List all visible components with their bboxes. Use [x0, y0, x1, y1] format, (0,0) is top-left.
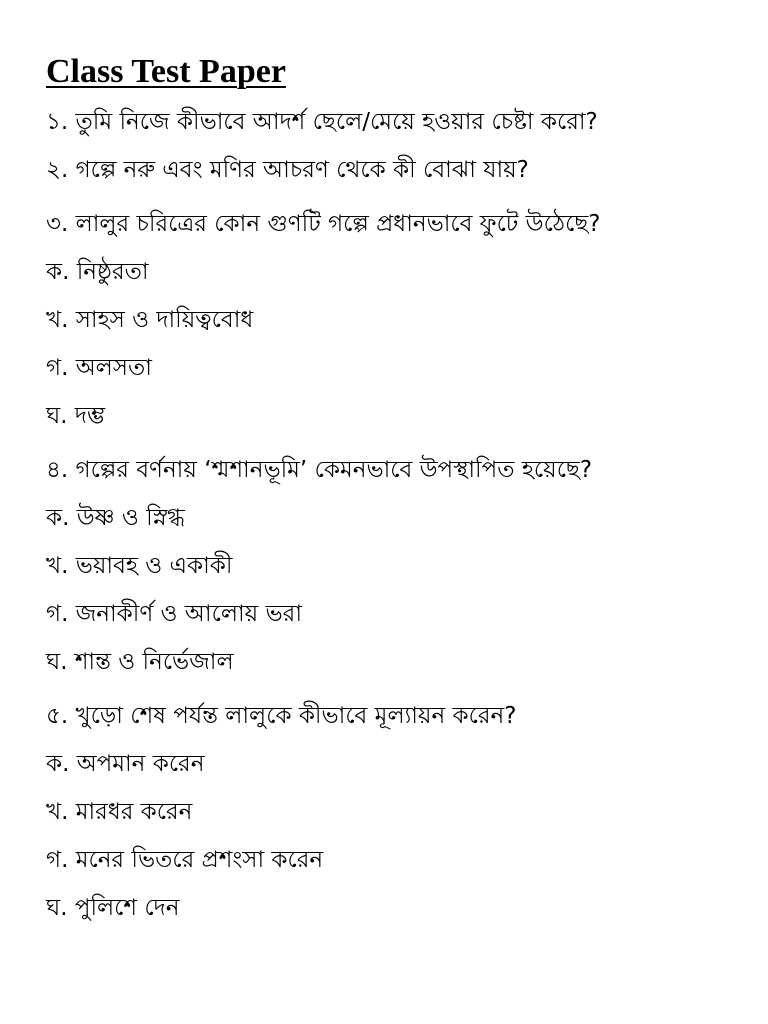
- question-4: ৪. গল্পের বর্ণনায় ‘শ্মশানভূমি’ কেমনভাবে উপস্থাপিত হয়েছে?: [46, 457, 593, 483]
- question-4-option-a: ক. উষ্ণ ও স্নিগ্ধ: [46, 505, 185, 531]
- question-5: ৫. খুড়ো শেষ পর্যন্ত লালুকে কীভাবে মূল্যায়ন করেন?: [46, 703, 517, 729]
- question-3-option-c: গ. অলসতা: [46, 355, 152, 381]
- question-3-option-d: ঘ. দম্ভ: [46, 403, 106, 429]
- question-5-option-d: ঘ. পুলিশে দেন: [46, 895, 180, 921]
- question-1: ১. তুমি নিজে কীভাবে আদর্শ ছেলে/মেয়ে হওয়ার চেষ্টা করো?: [46, 109, 598, 135]
- question-5-option-b: খ. মারধর করেন: [46, 799, 193, 825]
- question-3-option-b: খ. সাহস ও দায়িত্ববোধ: [46, 307, 254, 333]
- question-5-option-c: গ. মনের ভিতরে প্রশংসা করেন: [46, 847, 324, 873]
- question-3: ৩. লালুর চরিত্রের কোন গুণটি গল্পে প্রধানভাবে ফুটে উঠেছে?: [46, 211, 601, 237]
- test-paper: [46, 52, 746, 932]
- question-4-option-b: খ. ভয়াবহ ও একাকী: [46, 553, 233, 579]
- question-5-option-a: ক. অপমান করেন: [46, 751, 205, 777]
- question-4-option-d: ঘ. শান্ত ও নির্ভেজাল: [46, 649, 234, 675]
- question-2: ২. গল্পে নরু এবং মণির আচরণ থেকে কী বোঝা যায়?: [46, 157, 529, 183]
- page-title: Class Test Paper: [46, 53, 286, 90]
- question-4-option-c: গ. জনাকীর্ণ ও আলোয় ভরা: [46, 601, 302, 627]
- question-3-option-a: ক. নিষ্ঠুরতা: [46, 259, 149, 285]
